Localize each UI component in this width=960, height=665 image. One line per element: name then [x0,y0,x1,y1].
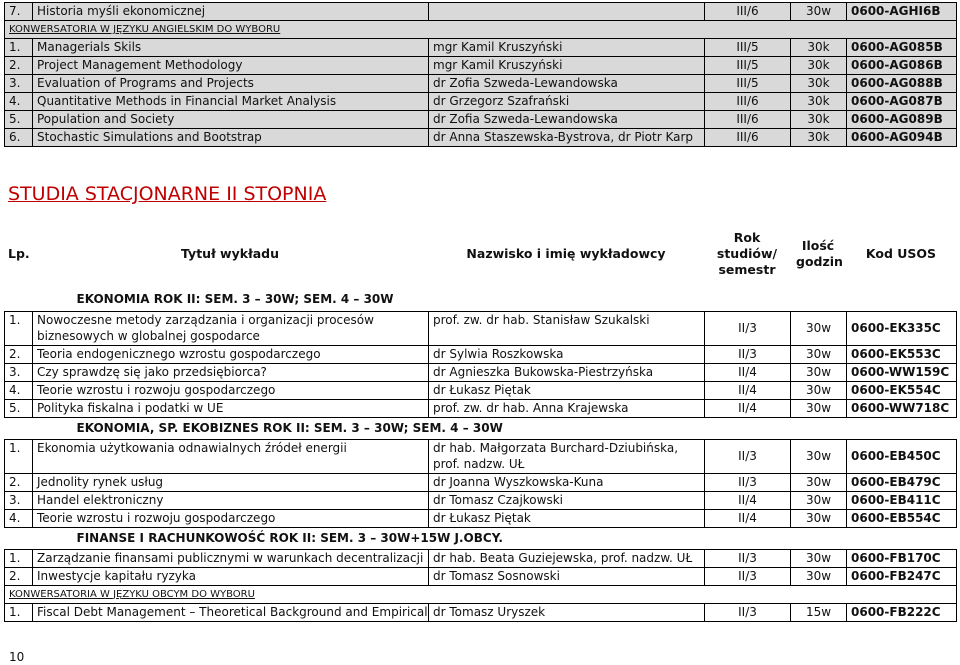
row-lecturer: dr Grzegorz Szafrański [429,93,705,111]
header-year: Rok studiów/ semestr [716,230,778,277]
page-number: 10 [9,650,25,664]
row-title: Historia myśli ekonomicznej [33,3,429,21]
row-year: III/5 [705,39,791,57]
row-code: 0600-WW718C [847,399,957,417]
row-title: Fiscal Debt Management – Theoretical Background and Empirical [33,603,429,621]
row-lecturer: dr Zofia Szweda-Lewandowska [429,111,705,129]
row-hours: 30k [791,129,847,147]
row-lp: 2. [5,473,33,491]
column-header [4,226,956,282]
row-hours: 30k [791,39,847,57]
row-lp: 2. [5,57,33,75]
row-lp: 3. [5,363,33,381]
section-spacer [5,417,33,439]
row-year: II/3 [705,603,791,621]
section-label: FINANSE I RACHUNKOWOŚĆ ROK II: SEM. 3 – 30W+15W J.OBCY. [76,530,503,545]
row-year: II/3 [705,549,791,567]
row-hours: 30w [791,311,847,345]
table-row [5,39,957,57]
row-year: III/5 [705,57,791,75]
table-row [5,381,957,399]
row-title: Handel elektroniczny [33,491,429,509]
row-year: II/4 [705,381,791,399]
row-lp: 1. [5,311,33,345]
row-year: II/4 [705,509,791,527]
table-row [5,129,957,147]
row-title: Jednolity rynek usług [33,473,429,491]
row-lp: 1. [5,39,33,57]
row-lp: 5. [5,111,33,129]
row-lecturer: dr Łukasz Piętak [429,381,705,399]
table-row [5,549,957,567]
row-code: 0600-EB479C [847,473,957,491]
row-lp: 4. [5,381,33,399]
row-lp: 2. [5,567,33,585]
row-code: 0600-EK554C [847,381,957,399]
row-title: Managerials Skils [33,39,429,57]
row-title: Evaluation of Programs and Projects [33,75,429,93]
section-label: EKONOMIA, SP. EKOBIZNES ROK II: SEM. 3 – 30W; SEM. 4 – 30W [76,420,503,435]
section-spacer [5,527,33,549]
row-lecturer: mgr Kamil Kruszyński [429,39,705,57]
row-lp: 1. [5,603,33,621]
row-hours: 30w [791,345,847,363]
row-year: III/6 [705,3,791,21]
row-hours: 30w [791,3,847,21]
row-code: 0600-FB247C [847,567,957,585]
row-code: 0600-AG087B [847,93,957,111]
row-title: Teorie wzrostu i rozwoju gospodarczego [33,381,429,399]
row-lp: 4. [5,509,33,527]
row-lecturer: dr Tomasz Czajkowski [429,491,705,509]
row-lp: 2. [5,345,33,363]
table-row [5,345,957,363]
row-year: II/3 [705,345,791,363]
row-lecturer: dr hab. Beata Guziejewska, prof. nadzw. UŁ [429,549,705,567]
row-title: Teorie wzrostu i rozwoju gospodarczego [33,509,429,527]
row-title: Quantitative Methods in Financial Market Analysis [33,93,429,111]
row-year: II/3 [705,439,791,473]
row-code: 0600-EB450C [847,439,957,473]
row-code: 0600-EK335C [847,311,957,345]
row-lecturer: dr Tomasz Sosnowski [429,567,705,585]
row-lecturer: prof. zw. dr hab. Stanisław Szukalski [429,311,705,345]
section-label-row [5,289,957,311]
row-year: III/6 [705,93,791,111]
row-year: II/3 [705,567,791,585]
section-label-row [5,417,957,439]
row-title: Zarządzanie finansami publicznymi w warunkach decentralizacji [33,549,429,567]
row-title: Teoria endogenicznego wzrostu gospodarczego [33,345,429,363]
table-row [5,603,957,621]
row-title: Population and Society [33,111,429,129]
header-title: Tytuł wykładu [181,246,279,261]
subheader-row [5,585,957,603]
subheader-row [5,21,957,39]
row-year: III/5 [705,75,791,93]
table-row [5,509,957,527]
row-lp: 1. [5,549,33,567]
section-label-row [5,527,957,549]
row-code: 0600-WW159C [847,363,957,381]
row-hours: 30k [791,57,847,75]
row-hours: 30w [791,491,847,509]
row-hours: 30w [791,473,847,491]
row-hours: 30k [791,93,847,111]
row-title: Project Management Methodology [33,57,429,75]
table-row [5,311,957,345]
top-course-table [4,2,957,147]
row-title: Ekonomia użytkowania odnawialnych źródeł energii [33,439,429,473]
row-hours: 30w [791,381,847,399]
row-year: III/6 [705,111,791,129]
row-code: 0600-FB222C [847,603,957,621]
row-lp: 5. [5,399,33,417]
subheader-label: KONWERSATORIA W JĘZYKU ANGIELSKIM DO WYBORU [5,21,957,39]
header-lp: Lp. [8,246,30,261]
row-lecturer: dr hab. Małgorzata Burchard-Dziubińska, prof. nadzw. UŁ [429,439,705,473]
row-title: Polityka fiskalna i podatki w UE [33,399,429,417]
row-title: Czy sprawdzę się jako przedsiębiorca? [33,363,429,381]
row-year: III/6 [705,129,791,147]
row-lecturer: dr Anna Staszewska-Bystrova, dr Piotr Karp [429,129,705,147]
row-hours: 30w [791,439,847,473]
subheader-label: KONWERSATORIA W JĘZYKU OBCYM DO WYBORU [5,585,957,603]
table-row [5,93,957,111]
header-code: Kod USOS [865,246,937,261]
table-row [5,75,957,93]
row-hours: 30w [791,567,847,585]
row-lp: 3. [5,491,33,509]
table-row [5,3,957,21]
row-hours: 30w [791,509,847,527]
row-title: Nowoczesne metody zarządzania i organizacji procesów biznesowych w globalnej gospodarce [33,311,429,345]
row-code: 0600-AGHI6B [847,3,957,21]
row-lecturer: dr Agnieszka Bukowska-Piestrzyńska [429,363,705,381]
table-row [5,491,957,509]
row-code: 0600-EK553C [847,345,957,363]
row-year: II/4 [705,491,791,509]
row-title: Stochastic Simulations and Bootstrap [33,129,429,147]
row-year: II/4 [705,363,791,381]
row-lp: 3. [5,75,33,93]
row-lp: 7. [5,3,33,21]
row-code: 0600-AG086B [847,57,957,75]
row-lecturer: mgr Kamil Kruszyński [429,57,705,75]
row-title: Inwestycje kapitału ryzyka [33,567,429,585]
table-row [5,57,957,75]
row-lp: 1. [5,439,33,473]
row-hours: 30w [791,549,847,567]
table-row [5,567,957,585]
section-heading: STUDIA STACJONARNE II STOPNIA [8,183,327,205]
table-row [5,439,957,473]
row-hours: 30w [791,363,847,381]
table-row [5,399,957,417]
row-lp: 6. [5,129,33,147]
row-code: 0600-AG085B [847,39,957,57]
header-hours: Ilość godzin [796,238,843,269]
row-code: 0600-AG094B [847,129,957,147]
row-year: II/3 [705,311,791,345]
table-row [5,473,957,491]
row-code: 0600-FB170C [847,549,957,567]
row-hours: 30w [791,399,847,417]
row-lecturer: prof. zw. dr hab. Anna Krajewska [429,399,705,417]
row-year: II/3 [705,473,791,491]
row-year: II/4 [705,399,791,417]
table-row [5,111,957,129]
row-hours: 30k [791,75,847,93]
row-lecturer: dr Sylwia Roszkowska [429,345,705,363]
row-lecturer [429,3,705,21]
row-lp: 4. [5,93,33,111]
row-hours: 15w [791,603,847,621]
row-lecturer: dr Joanna Wyszkowska-Kuna [429,473,705,491]
row-code: 0600-AG088B [847,75,957,93]
header-lecturer: Nazwisko i imię wykładowcy [466,246,666,261]
row-lecturer: dr Tomasz Uryszek [429,603,705,621]
row-lecturer: dr Zofia Szweda-Lewandowska [429,75,705,93]
section-label: EKONOMIA ROK II: SEM. 3 – 30W; SEM. 4 – 30W [76,292,394,307]
row-hours: 30k [791,111,847,129]
row-code: 0600-AG089B [847,111,957,129]
table-row [5,363,957,381]
section-spacer [5,289,33,311]
row-lecturer: dr Łukasz Piętak [429,509,705,527]
row-code: 0600-EB411C [847,491,957,509]
row-code: 0600-EB554C [847,509,957,527]
main-course-table [4,289,957,622]
